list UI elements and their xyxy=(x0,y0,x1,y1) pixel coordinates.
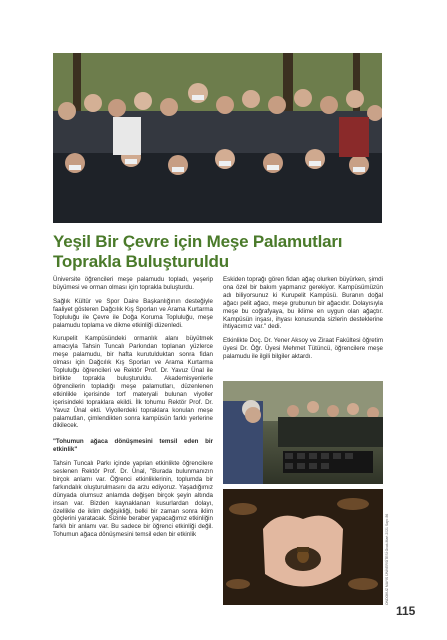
quote-paragraph: Tahsin Tuncalı Parkı içinde yapılan etkinlikte öğrencilere seslenen Rektör Prof. Dr. Ünal, "Burada bulunmanızın birçok anlamı var. Öğrenci etkinliklerinin, toplumda bir farkındalık oluşturulmasını da arzu ediyoruz. Yaşadığımız dünyada olumsuz anlamda değişen birçok şeyin altında insan var. Bizden kaynaklanan kusurlardan dolayı, özellikle de iklim değişikliği, belki bir zaman sonra iklim göçlerini yaratacak. Sizinle beraber yapacağımız etkinliğin farklı bir anlamı var. Bu sadece bir öğrenci etkinliği değil. Tohumun ağaca dönüşmesini temsil eden bir etkinlik xyxy=(53,460,213,539)
quote-heading: "Tohumun ağaca dönüşmesini temsil eden bir etkinlik" xyxy=(53,438,213,454)
acorn-hands-photo xyxy=(223,489,383,605)
intro-paragraph: Üniversite öğrencileri meşe palamudu topladı, yeşerip büyümesi ve orman olması için toprakla buluşturdu. xyxy=(53,276,213,291)
magazine-caption-text: ONDOKUZ MAYIS ÜNİVERSİTESİ Ocak-Mart 2021 Sayı: 86 xyxy=(385,513,389,605)
article-title: Yeşil Bir Çevre için Meşe Palamutları Toprakla Buluşturuldu xyxy=(53,232,343,271)
body-paragraph: Etkinlikte Doç. Dr. Yener Aksoy ve Ziraat Fakültesi öğretim üyesi Dr. Öğr. Üyesi Mehmet Tütüncü, öğrencilere meşe palamudu ile ilgili bilgiler aktardı. xyxy=(223,337,383,361)
body-paragraph: Kurupelit Kampüsündeki ormanlık alanı büyütmek amacıyla Tahsin Tuncalı Parkından toplanan yüzlerce meşe palamudu, bir hafta kurutulduktan sonra fidan olması için Dağcılık Kış Sporları ve Arama Kurtarma Topluluğu öğrencileri ve Rektör Prof. Dr. Yavuz Ünal ile birlikte toprakla buluşturuldu. Akademisyenlerle öğrencilerin topladığı meşe palamutları, düzenlenen etkinlikle içerisinde torf materyali bulunan viyoller içerisindeki topraklara ekildi. İlk tohumu Rektör Prof. Dr. Yavuz Ünal ekti. Viyollerdeki topraklara konulan meşe palamutları, çimlendikten sonra kampüsün farklı yerlerine dikilecek. xyxy=(53,335,213,430)
left-column xyxy=(53,276,213,545)
body-paragraph: Eskiden toprağı gören fidan ağaç olurken büyürken, şimdi ona özel bir bakım yapmanız gerekiyor. Kampüsümüzün adı biliyorsunuz ki Kurupelit Kampüsü. Buranın doğal ağacı pelit ağacı, meşe grubunun bir ağacıdır. Dolayısıyla meşe bu coğrafyaya, bu iklime en uygun olan ağaçtır. Kampüsün inşası, ihyası konusunda sizlerin desteklerine ihtiyacımız var." dedi. xyxy=(223,276,383,331)
planting-photo xyxy=(223,381,383,484)
right-column xyxy=(223,276,383,367)
body-paragraph: Sağlık Kültür ve Spor Daire Başkanlığının desteğiyle faaliyet gösteren Dağcılık Kış Sporları ve Arama Kurtarma Topluluğu ile Çevre ile Doğa Koruma Topluluğu, meşe palamudu toplama ve dikme etkinliği düzenledi. xyxy=(53,297,213,329)
group-photo xyxy=(53,53,382,223)
magazine-caption xyxy=(385,513,396,605)
page-number: 115 xyxy=(396,604,416,618)
